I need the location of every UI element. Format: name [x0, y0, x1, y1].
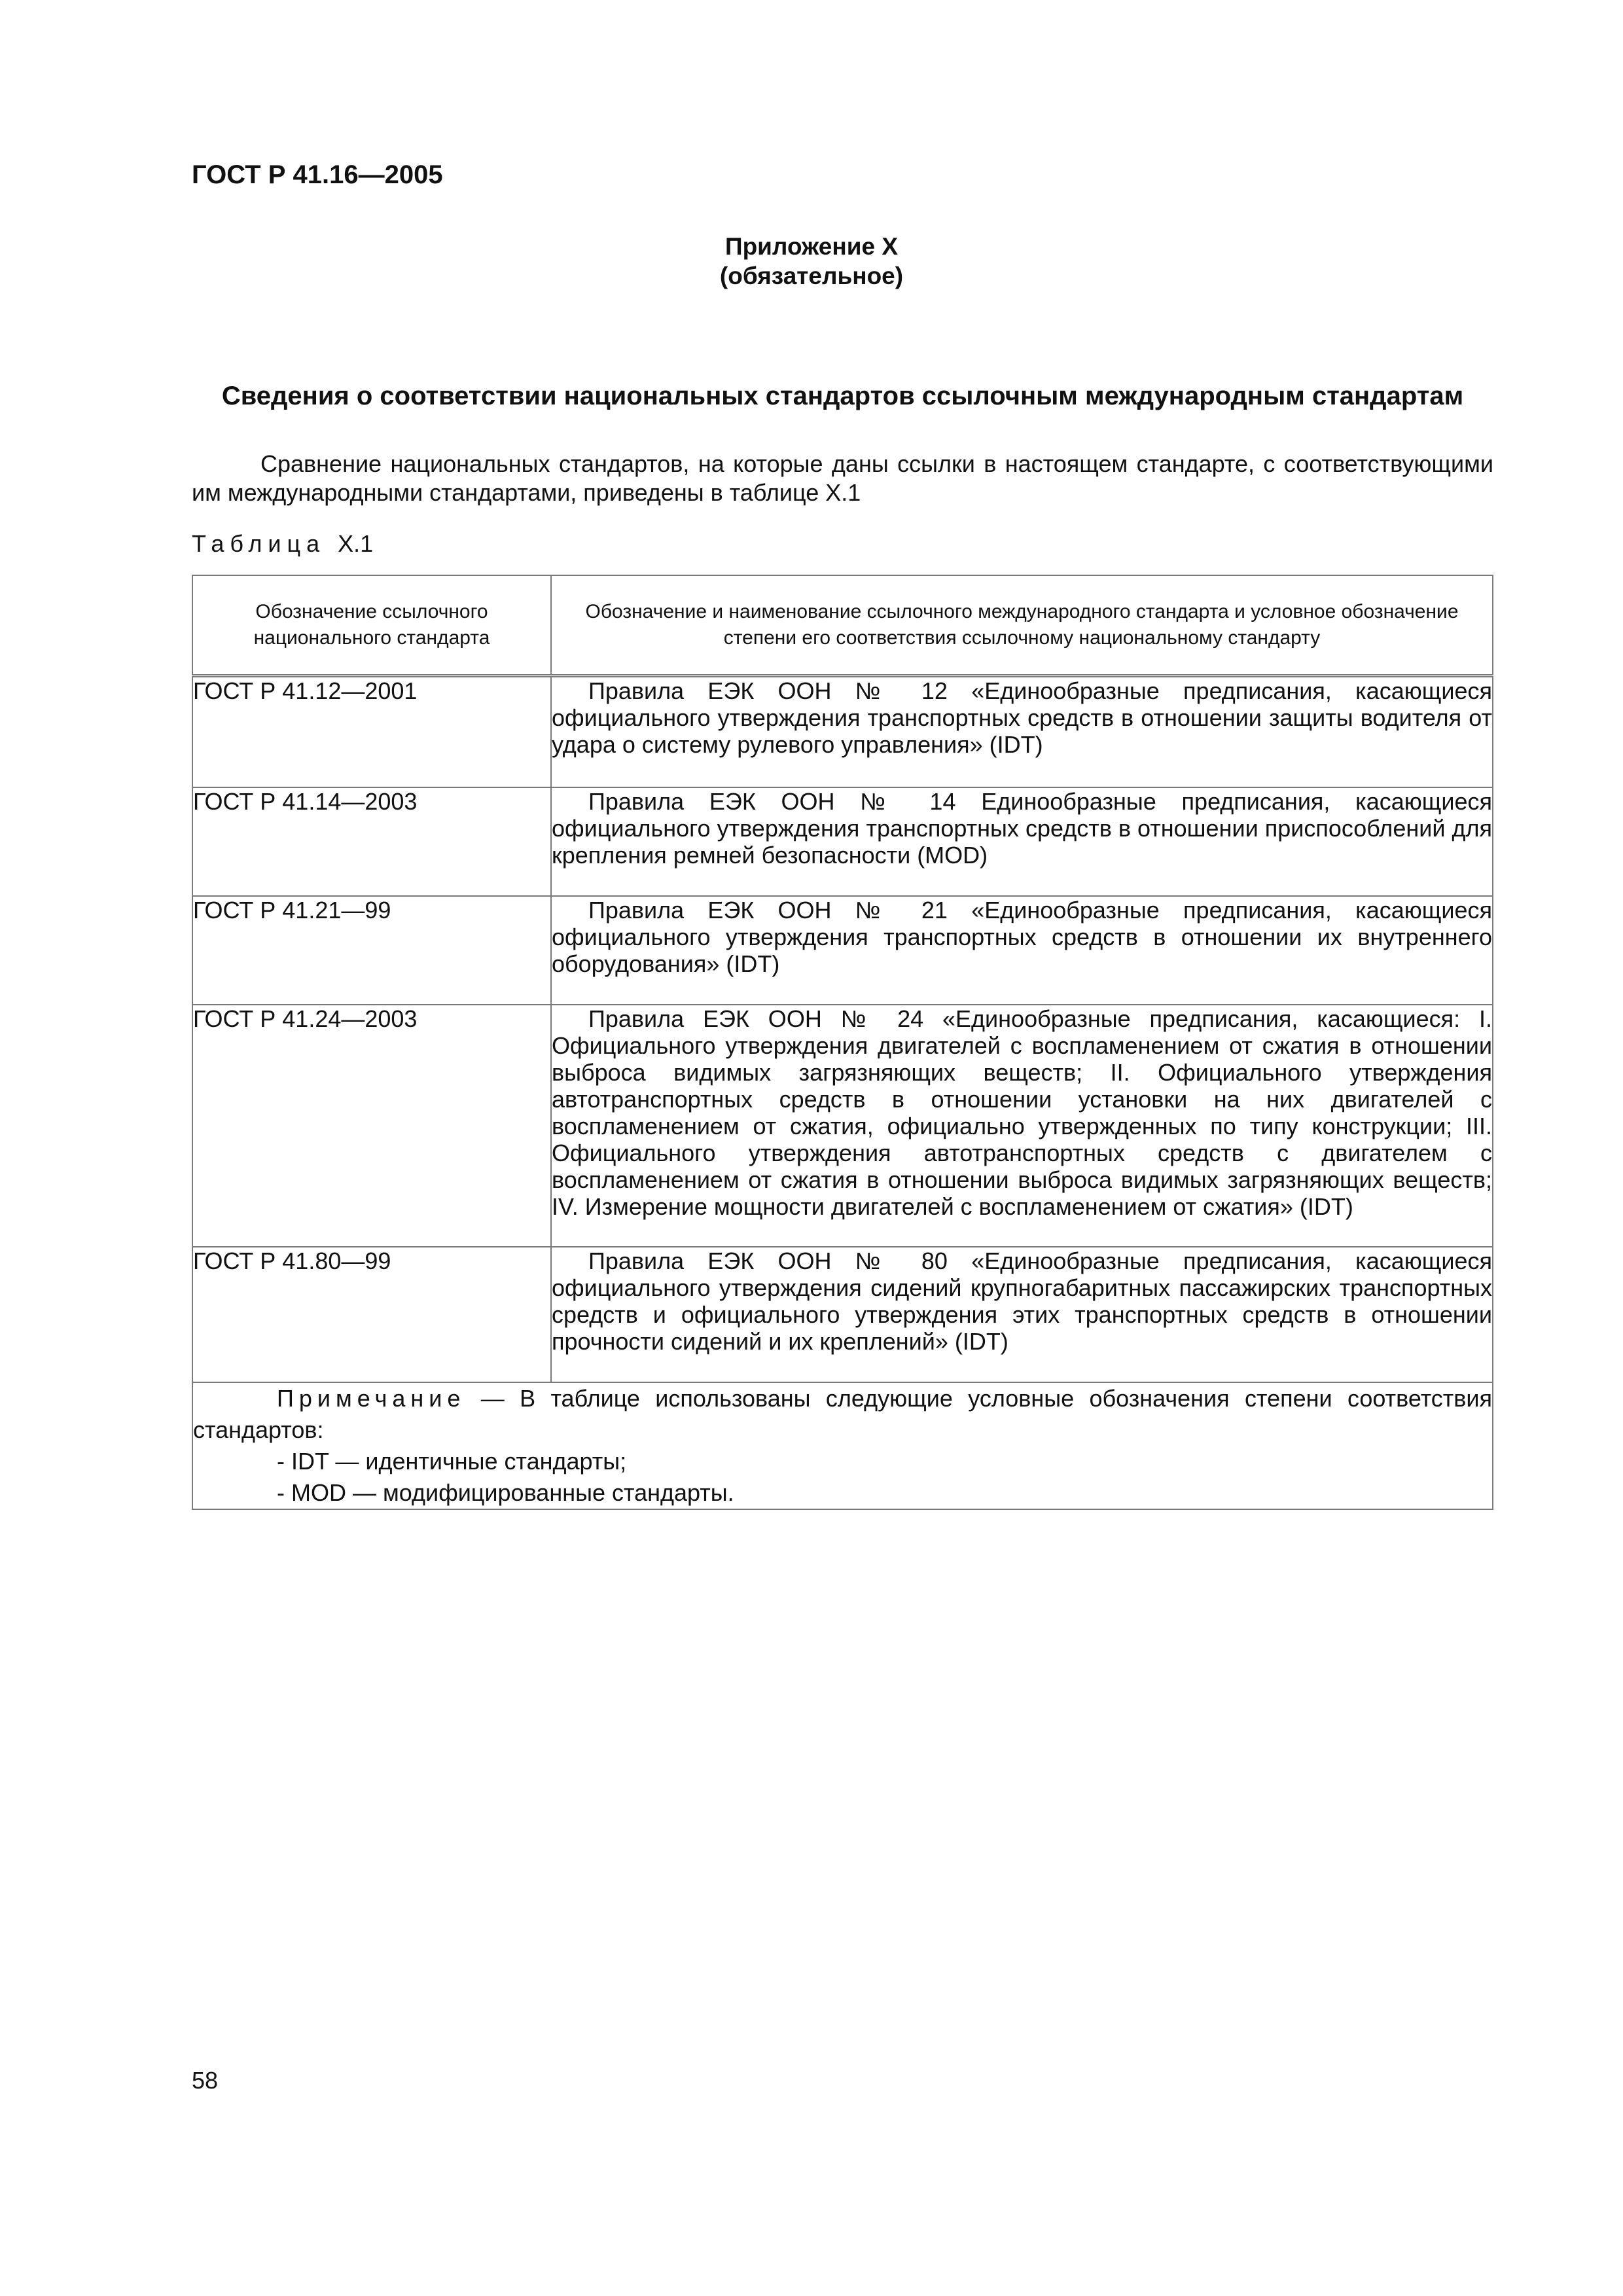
table-header-row — [192, 575, 1493, 676]
table-caption-number: Х.1 — [338, 530, 374, 557]
international-standard-description: Правила ЕЭК ООН № 80 «Единообразные предписания, касающиеся официального утверждения сидений крупногабаритных пассажирских транспортных средств и официального утверждения этих транспортных средств в отношении прочности сидений и их креплений» (IDT) — [551, 1247, 1493, 1382]
national-standard-code: ГОСТ Р 41.21—99 — [192, 896, 551, 1005]
intro-line-1: Сравнение национальных стандартов, на которые даны ссылки в настоящем стандарте, с соответствующими — [260, 450, 1493, 477]
note-item-idt: - IDT — идентичные стандарты; — [277, 1447, 627, 1475]
table-note — [192, 1382, 1493, 1509]
table-row — [192, 676, 1493, 787]
national-standard-code: ГОСТ Р 41.12—2001 — [192, 676, 551, 787]
national-standard-code: ГОСТ Р 41.80—99 — [192, 1247, 551, 1382]
note-label: Примечание — [277, 1384, 466, 1412]
note-item-mod: - MOD — модифицированные стандарты. — [277, 1479, 734, 1506]
national-standard-code: ГОСТ Р 41.14—2003 — [192, 787, 551, 896]
table-caption — [192, 530, 373, 558]
table-row — [192, 1247, 1493, 1382]
table-note-row — [192, 1382, 1493, 1509]
national-standard-code: ГОСТ Р 41.24—2003 — [192, 1005, 551, 1247]
note-text: — В таблице использованы следующие условные обозначения степени соответствия стандартов: — [193, 1384, 1492, 1443]
intro-paragraph — [192, 450, 1493, 507]
standards-correspondence-table — [192, 575, 1493, 1510]
table-row — [192, 787, 1493, 896]
international-standard-description: Правила ЕЭК ООН № 21 «Единообразные предписания, касающиеся официального утверждения транспортных средств в отношении их внутреннего оборудования» (IDT) — [551, 896, 1493, 1005]
appendix-title: Приложение X — [724, 233, 899, 260]
section-title: Сведения о соответствии национальных стандартов ссылочным международным стандартам — [221, 382, 1464, 410]
page-number: 58 — [192, 2067, 219, 2094]
international-standard-description: Правила ЕЭК ООН № 12 «Единообразные предписания, касающиеся официального утверждения транспортных средств в отношении защиты водителя от удара о систему рулевого управления» (IDT) — [551, 676, 1493, 787]
table-row — [192, 1005, 1493, 1247]
column-header-international-standard: Обозначение и наименование ссылочного международного стандарта и условное обозначение степени его соответствия ссылочному национальному стандарту — [551, 575, 1493, 676]
international-standard-description: Правила ЕЭК ООН № 24 «Единообразные предписания, касающиеся: I. Официального утверждения двигателей с воспламенением от сжатия в отношении выброса видимых загрязняющих веществ; II. Официального утверждения автотранспортных средств в отношении установки на них двигателей с воспламенением от сжатия, официально утвержденных по типу конструкции; III. Официального утверждения автотранспортных средств с двигателем с воспламенением от сжатия в отношении выброса видимых загрязняющих веществ; IV. Измерение мощности двигателей с воспламенением от сжатия» (IDT) — [551, 1005, 1493, 1247]
international-standard-description: Правила ЕЭК ООН № 14 Единообразные предписания, касающиеся официального утверждения транспортных средств в отношении приспособлений для крепления ремней безопасности (MOD) — [551, 787, 1493, 896]
table-caption-word: Таблица — [192, 530, 326, 557]
appendix-status: (обязательное) — [719, 262, 904, 289]
column-header-national-standard: Обозначение ссылочного национального стандарта — [192, 575, 551, 676]
table-row — [192, 896, 1493, 1005]
intro-line-2: им международными стандартами, приведены в таблице Х.1 — [192, 479, 861, 506]
document-code-header: ГОСТ Р 41.16—2005 — [192, 160, 443, 189]
